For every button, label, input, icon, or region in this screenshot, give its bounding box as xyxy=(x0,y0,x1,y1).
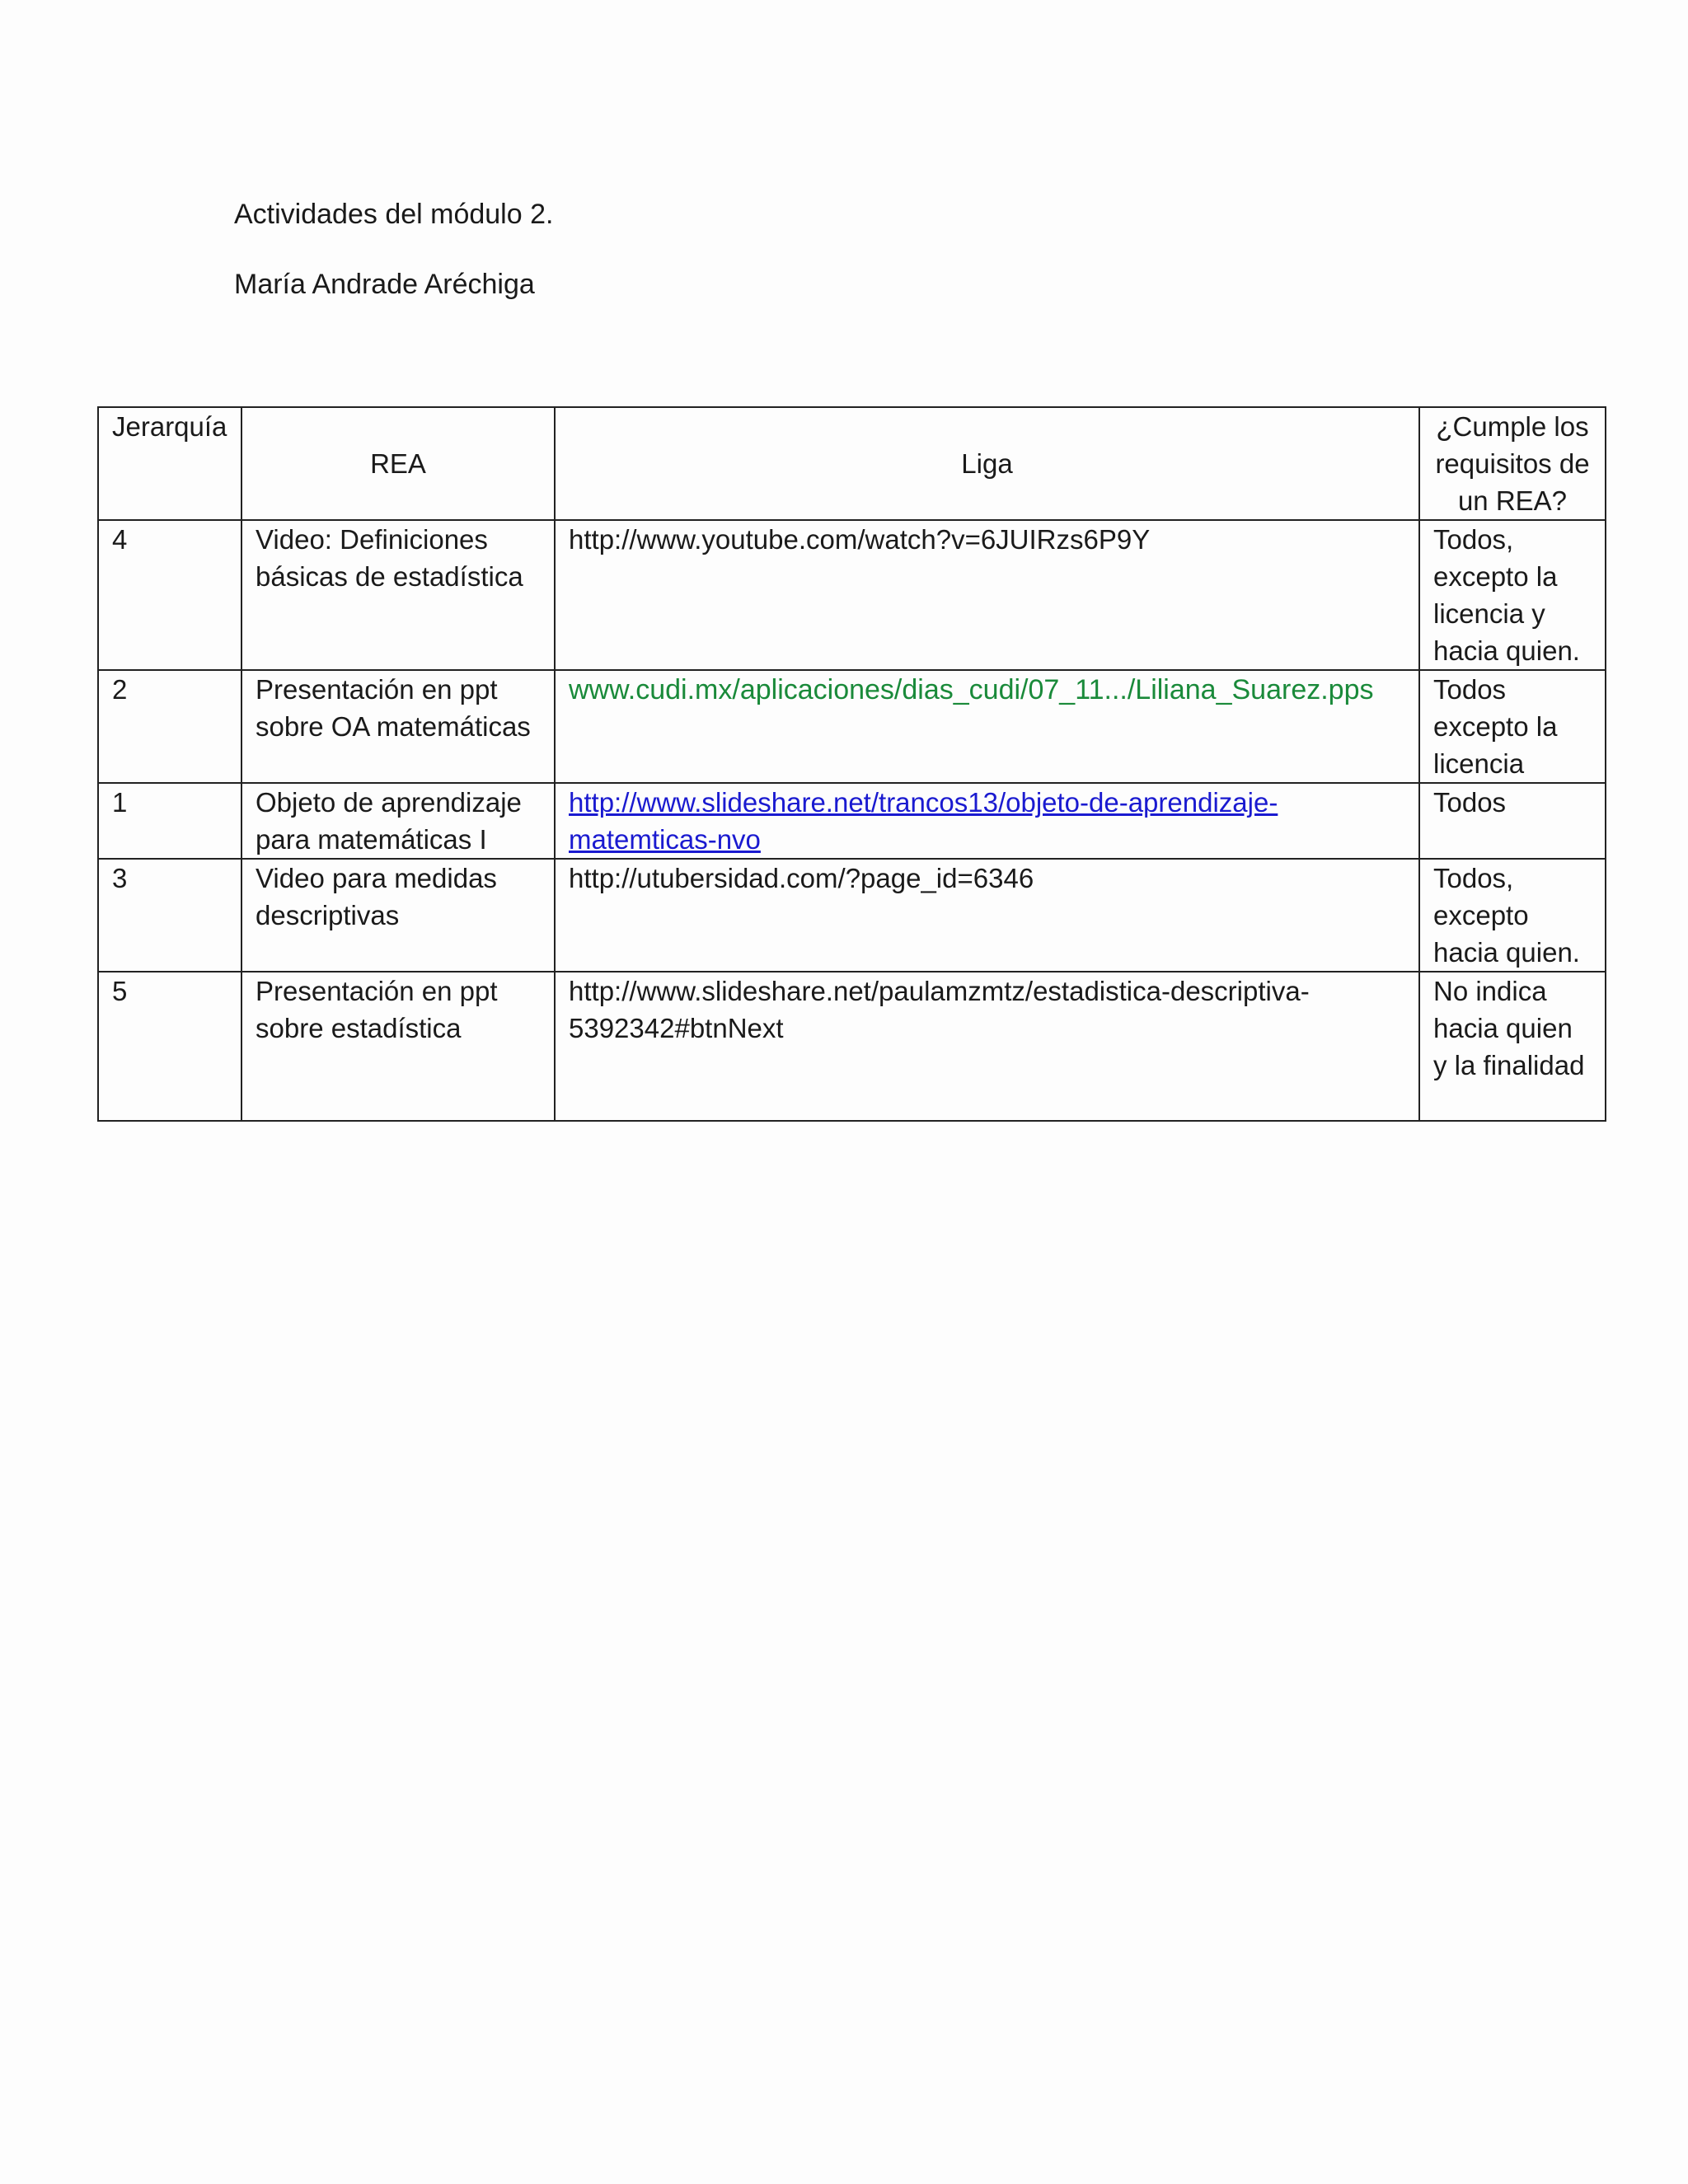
cell-cumple: Todos xyxy=(1419,783,1606,859)
cell-liga: http://utubersidad.com/?page_id=6346 xyxy=(555,859,1419,972)
rea-table xyxy=(97,406,1606,1122)
cell-jerarquia: 1 xyxy=(98,783,241,859)
table-header-row xyxy=(98,407,1606,520)
cell-cumple: No indica hacia quien y la finalidad xyxy=(1419,972,1606,1121)
cell-jerarquia: 5 xyxy=(98,972,241,1121)
cell-liga xyxy=(555,670,1419,783)
cell-rea: Video para medidas descriptivas xyxy=(241,859,555,972)
table-row xyxy=(98,972,1606,1121)
cell-cumple: Todos, excepto la licencia y hacia quien. xyxy=(1419,520,1606,670)
cell-liga: http://www.slideshare.net/paulamzmtz/estadistica-descriptiva-5392342#btnNext xyxy=(555,972,1419,1121)
cell-jerarquia: 3 xyxy=(98,859,241,972)
header-cumple: ¿Cumple los requisitos de un REA? xyxy=(1419,407,1606,520)
cell-cumple: Todos, excepto hacia quien. xyxy=(1419,859,1606,972)
header-liga: Liga xyxy=(555,407,1419,520)
cell-liga xyxy=(555,783,1419,859)
cell-liga: http://www.youtube.com/watch?v=6JUIRzs6P9Y xyxy=(555,520,1419,670)
cell-jerarquia: 4 xyxy=(98,520,241,670)
table-row xyxy=(98,783,1606,859)
cell-cumple: Todos excepto la licencia xyxy=(1419,670,1606,783)
cell-rea: Objeto de aprendizaje para matemáticas I xyxy=(241,783,555,859)
liga-hyperlink[interactable]: http://www.slideshare.net/trancos13/objeto-de-aprendizaje-matemticas-nvo xyxy=(569,787,1278,855)
table-row xyxy=(98,859,1606,972)
document-author: María Andrade Aréchiga xyxy=(234,269,535,300)
cell-rea: Presentación en ppt sobre estadística xyxy=(241,972,555,1121)
cell-rea: Presentación en ppt sobre OA matemáticas xyxy=(241,670,555,783)
cell-rea: Video: Definiciones básicas de estadística xyxy=(241,520,555,670)
cell-jerarquia: 2 xyxy=(98,670,241,783)
table-row xyxy=(98,520,1606,670)
header-jerarquia: Jerarquía xyxy=(98,407,241,520)
liga-link-text: www.cudi.mx/aplicaciones/dias_cudi/07_11.../Liliana_Suarez.pps xyxy=(569,674,1374,705)
document-title: Actividades del módulo 2. xyxy=(234,199,554,230)
table-row xyxy=(98,670,1606,783)
header-rea: REA xyxy=(241,407,555,520)
